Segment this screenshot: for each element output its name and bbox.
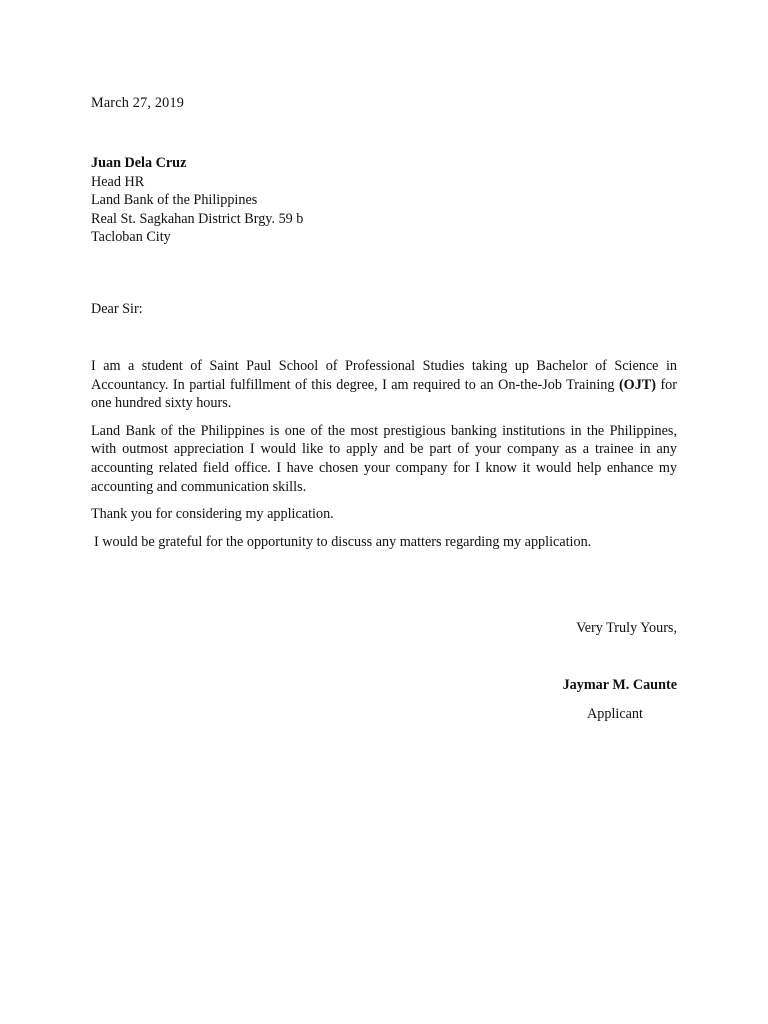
salutation: Dear Sir:	[91, 301, 143, 317]
paragraph-1-text-end: for one hundred sixty hours.	[91, 376, 678, 412]
signer-role: Applicant	[587, 706, 643, 722]
paragraph-1-text-start: I am a student of Saint Paul School of Professional Studies taking up Bachelor of Science in Accountancy. In partial fulfillment of this degree, I am required to an On-the-Job Training	[91, 358, 677, 393]
letter-date: March 27, 2019	[91, 95, 185, 111]
body-paragraph-3: Thank you for considering my application.	[91, 506, 334, 523]
body-paragraph-2: Land Bank of the Philippines is one of the most prestigious banking institutions in the Philippines, with outmost appreciation I would like to apply and be part of your company as a trainee in any accounting related field office. I have chosen your company for I know it would help enhance my accounting and communication skills.	[91, 422, 677, 495]
body-paragraph-4: I would be grateful for the opportunity to discuss any matters regarding my application.	[94, 533, 592, 550]
ojt-abbreviation: (OJT)	[618, 376, 656, 393]
recipient-street: Real St. Sagkahan District Brgy. 59 b	[91, 210, 304, 227]
body-paragraph-1	[91, 357, 677, 413]
signer-name: Jaymar M. Caunte	[562, 677, 677, 693]
complimentary-close: Very Truly Yours,	[576, 620, 677, 636]
recipient-position: Head HR	[91, 173, 145, 190]
recipient-city: Tacloban City	[91, 229, 171, 246]
letter-body	[91, 357, 677, 560]
recipient-company: Land Bank of the Philippines	[91, 192, 258, 209]
recipient-name: Juan Dela Cruz	[91, 155, 187, 171]
recipient-address-block	[91, 154, 491, 247]
